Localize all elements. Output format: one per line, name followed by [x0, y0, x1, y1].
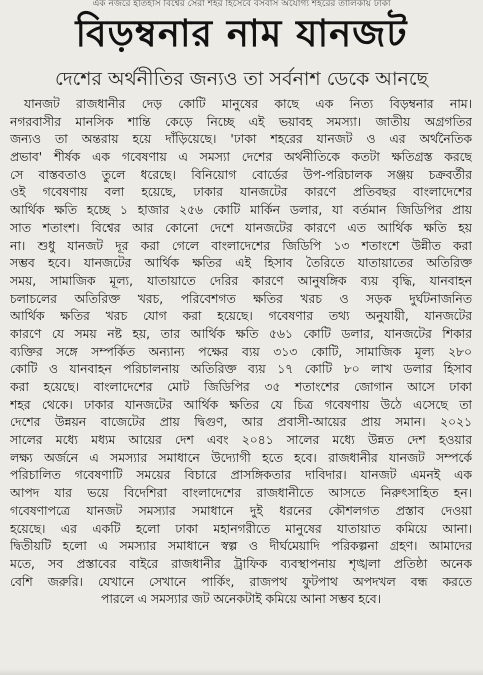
subheadline: দেশের অর্থনীতির জন্যও তা সর্বনাশ ডেকে আনছে [54, 68, 429, 90]
body-line: বেশি জরুরি। যেখানে সেখানে পার্কিং, রাজপথ ফুটপাথ অপদখল বন্ধ করতে [10, 574, 472, 589]
body-line: আর্থিক ক্ষতির খরচ যোগ করা হয়েছে। গবেষণার তথ্য অনুযায়ী, যানজটের [10, 309, 472, 324]
body-line: করা হয়েছে। বাংলাদেশের মোট জিডিপির ৩৫ শতাংশের জোগান আসে ঢাকা [10, 380, 472, 394]
body-line: আপদ যার ভয়ে বিদেশিরা বাংলাদেশের রাজধানীতে আসতে নিরুৎসাহিত হন। [10, 486, 472, 501]
body-line: পরিচালিত গবেষণাটি সময়ের বিচারে প্রাসঙ্গিকতার দাবিদার। যানজট এমনই এক [10, 468, 472, 483]
body-line: যানজট রাজধানীর দেড় কোটি মানুষের কাছে এক নিত্য বিড়ম্বনার নাম। [24, 97, 472, 111]
article-body [10, 96, 472, 609]
body-line: জন্যও তা অন্তরায় হয়ে দাঁড়িয়েছে। 'ঢাকা শহরের যানজট ও এর অর্থনৈতিক [10, 132, 472, 147]
body-line: দ্বিতীয়টি হলো এ সমস্যার সমাধানে স্বল্প ও দীর্ঘমেয়াদি পরিকল্পনা গ্রহণ। আমাদের [10, 539, 472, 554]
cut-off-top-text: এক নজরে ইতিহাস বিশ্বের সেরা শহর হিসেবে বসবাস অযোগ্য শহরের তালিকায় ঢাকা [92, 0, 391, 8]
body-line: আর্থিক ক্ষতি হচ্ছে ১ হাজার ২৫৬ কোটি মার্কিন ডলার, যা বর্তমান জিডিপির প্রায় [10, 203, 472, 218]
body-line: সাত শতাংশ। বিশ্বের আর কোনো দেশে যানজটের কারণে এত আর্থিক ক্ষতি হয় [10, 220, 472, 235]
clipping-bottom-edge [0, 669, 483, 675]
body-line: সময়, সামাজিক মূল্য, যাতায়াতে দেরির কারণে আনুষঙ্গিক ব্যয় বৃদ্ধি, যানবাহন [10, 273, 472, 288]
body-line: মতে, সব প্রস্তাবের বাইরে রাজধানীর ট্রাফিক ব্যবস্থাপনায় শৃঙ্খলা প্রতিষ্ঠা অনেক [10, 556, 472, 571]
body-line: সে বাস্তবতাও তুলে ধরেছে। বিনিয়োগ বোর্ডের উপ-পরিচালক সঞ্জয় চক্রবর্তীর [10, 167, 472, 182]
body-line: কারণে যে সময় নষ্ট হয়, তার আর্থিক ক্ষতি ৫৬১ কোটি ডলার, যানজটের শিকার [10, 326, 472, 341]
body-line: নগরবাসীর মানসিক শান্তি কেড়ে নিচ্ছে এই ভয়াবহ সমস্যা। জাতীয় অগ্রগতির [10, 114, 472, 129]
body-line: পারলে এ সমস্যার জট অনেকটাই কমিয়ে আনা সম্ভব হবে। [101, 592, 381, 607]
headline: বিড়ম্বনার নাম যানজট [75, 12, 408, 55]
body-line: শহর থেকে। ঢাকার যানজটের আর্থিক ক্ষতির যে চিত্র গবেষণায় উঠে এসেছে তা [10, 397, 472, 412]
body-line: লক্ষ্য অর্জনে এ সমস্যার সমাধানে উদ্যোগী হতে হবে। রাজধানীর যানজট সম্পর্কে [10, 450, 472, 465]
body-line: হয়েছে। এর একটি হলো ঢাকা মহানগরীতে মানুষের যাতায়াত কমিয়ে আনা। [10, 521, 472, 536]
body-line: না। শুধু যানজট দূর করা গেলে বাংলাদেশের জিডিপি ১৩ শতাংশে উন্নীত করা [10, 238, 472, 253]
body-line: দেশের উন্নয়ন বাজেটের প্রায় দ্বিগুণ, আর প্রবাসী-আয়ের প্রায় সমান। ২০২১ [10, 415, 472, 430]
body-line: কোটি ও যানবাহন পরিচালনায় অতিরিক্ত ব্যয় ১৭ কোটি ৮০ লাখ ডলার হিসাব [10, 362, 472, 377]
body-line: সম্ভব হবে। যানজটের আর্থিক ক্ষতির এই হিসাব তৈরিতে যাতায়াতের অতিরিক্ত [10, 256, 472, 271]
body-line: প্রভাব' শীর্ষক এক গবেষণায় এ সমস্যা দেশের অর্থনীতিকে কতটা ক্ষতিগ্রস্ত করছে [10, 150, 472, 165]
body-line: ওই গবেষণায় বলা হয়েছে, ঢাকার যানজটের কারণে প্রতিবছর বাংলাদেশের [10, 185, 472, 200]
body-line: সালের মধ্যে মধ্যম আয়ের দেশ এবং ২০৪১ সালের মধ্যে উন্নত দেশ হওয়ার [10, 433, 472, 448]
body-line: ব্যক্তির সঙ্গে সম্পর্কিত অন্যান্য পক্ষের ব্যয় ৩১৩ কোটি, সামাজিক মূল্য ২৮০ [10, 344, 472, 359]
body-line: গবেষণাপত্রে যানজট সমস্যার সমাধানে দুই ধরনের কৌশলগত প্রস্তাব দেওয়া [10, 503, 472, 518]
body-line: চলাচলের অতিরিক্ত খরচ, পরিবেশগত ক্ষতির খরচ ও সড়ক দুর্ঘটনাজনিত [10, 291, 472, 306]
